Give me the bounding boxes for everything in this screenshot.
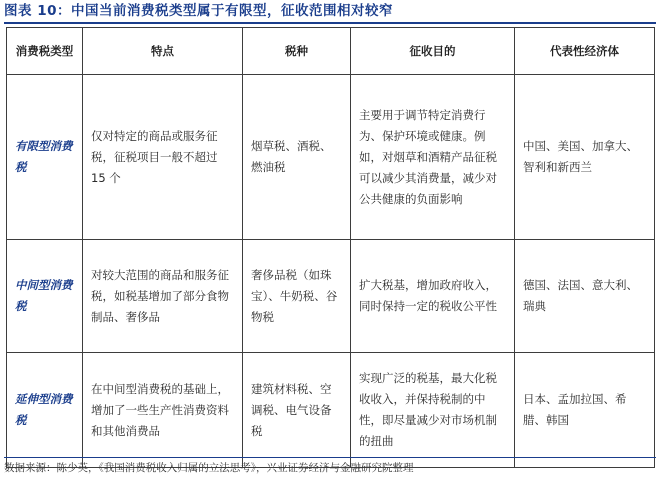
figure-title: 图表 10：中国当前消费税类型属于有限型，征收范围相对较窄 (4, 3, 393, 19)
cell-purpose: 主要用于调节特定消费行为、保护环境或健康。例如，对烟草和酒精产品征税可以减少其消费量，减少对公共健康的负面影响 (351, 75, 515, 240)
cell-economies: 德国、法国、意大利、瑞典 (515, 240, 655, 353)
header-purpose: 征收目的 (351, 28, 515, 75)
table-row (7, 353, 655, 468)
cell-type: 有限型消费税 (7, 75, 83, 240)
table-row (7, 240, 655, 353)
cell-feature: 仅对特定的商品或服务征税，征税项目一般不超过 15 个 (83, 75, 243, 240)
cell-purpose: 扩大税基，增加政府收入，同时保持一定的税收公平性 (351, 240, 515, 353)
cell-taxes: 建筑材料税、空调税、电气设备税 (243, 353, 351, 468)
title-rule (4, 22, 656, 24)
header-feature: 特点 (83, 28, 243, 75)
cell-economies: 中国、美国、加拿大、智利和新西兰 (515, 75, 655, 240)
cell-feature: 在中间型消费税的基础上，增加了一些生产性消费资料和其他消费品 (83, 353, 243, 468)
cell-feature: 对较大范围的商品和服务征税，如税基增加了部分食物制品、奢侈品 (83, 240, 243, 353)
cell-taxes: 奢侈品税（如珠宝）、牛奶税、谷物税 (243, 240, 351, 353)
header-taxes: 税种 (243, 28, 351, 75)
header-type: 消费税类型 (7, 28, 83, 75)
source-note: 数据来源：陈少英，《我国消费税收入归属的立法思考》，兴业证券经济与金融研究院整理 (4, 457, 656, 477)
cell-type: 中间型消费税 (7, 240, 83, 353)
cell-taxes: 烟草税、酒税、燃油税 (243, 75, 351, 240)
cell-purpose: 实现广泛的税基，最大化税收收入，并保持税制的中性，即尽量减少对市场机制的扭曲 (351, 353, 515, 468)
header-economies: 代表性经济体 (515, 28, 655, 75)
table-header-row (7, 28, 655, 75)
consumption-tax-table (6, 27, 655, 468)
table-row (7, 75, 655, 240)
cell-economies: 日本、孟加拉国、希腊、韩国 (515, 353, 655, 468)
cell-type: 延伸型消费税 (7, 353, 83, 468)
